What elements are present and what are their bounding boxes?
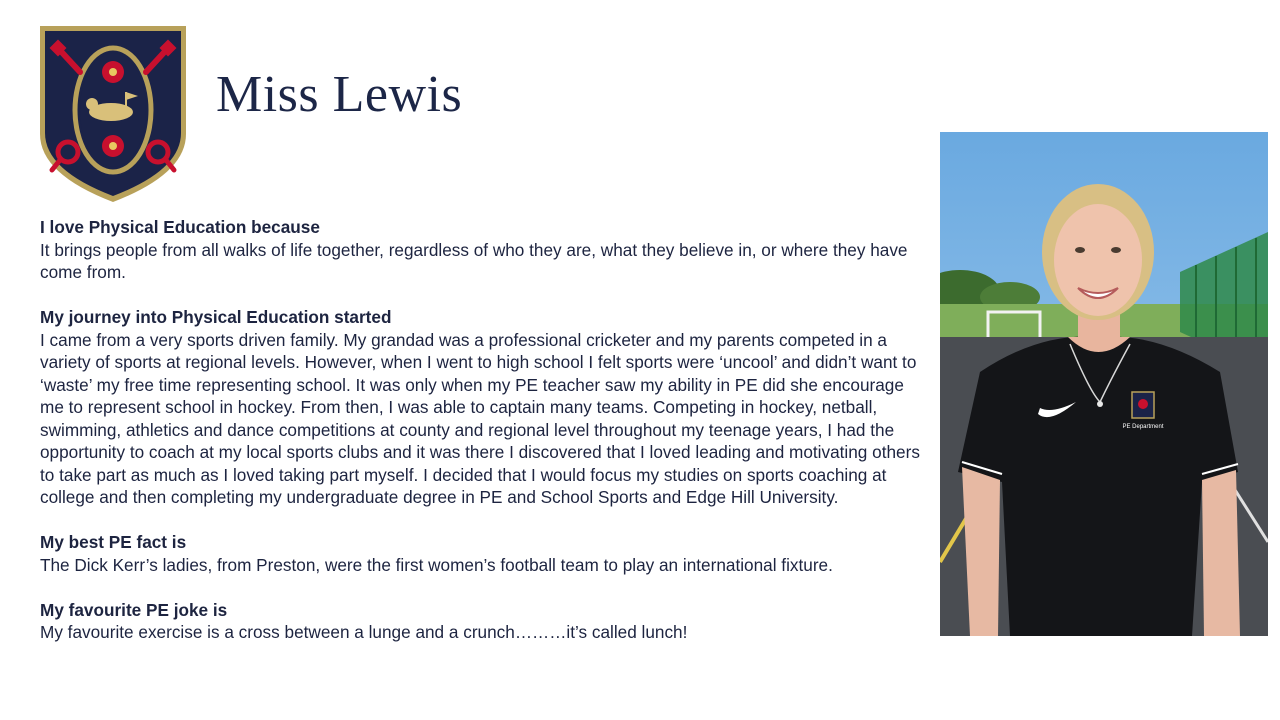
school-crest-logo xyxy=(38,24,188,204)
section-text: My favourite exercise is a cross between a lunge and a crunch………it’s called lunch! xyxy=(40,622,688,642)
section-pe-fact xyxy=(40,531,920,576)
profile-content xyxy=(40,216,920,666)
section-pe-joke xyxy=(40,599,920,644)
section-heading: My journey into Physical Education started xyxy=(40,307,392,327)
section-text: I came from a very sports driven family. My grandad was a professional cricketer and my parents competed in a variety of sports at regional levels. However, when I went to high school I felt sports were ‘uncool’ and didn’t want to ‘waste’ my free time representing school. It was only when my PE teacher saw my ability in PE did she encourage me to represent school in hockey. From then, I was able to captain many teams. Competing in hockey, netball, swimming, athletics and dance competitions at county and regional level throughout my teenage years, I had the opportunity to coach at my local sports clubs and it was there I discovered that I loved leading and motivating others to take part as much as I loved taking part myself. I decided that I would focus my studies on sports coaching at college and then completing my undergraduate degree in PE and School Sports and Edge Hill University. xyxy=(40,329,920,507)
section-heading: My best PE fact is xyxy=(40,532,187,552)
section-why-pe xyxy=(40,216,920,284)
section-text: It brings people from all walks of life together, regardless of who they are, what they believe in, or where they have come from. xyxy=(40,239,908,282)
section-heading: My favourite PE joke is xyxy=(40,599,228,620)
shirt-badge-text: PE Department xyxy=(1122,424,1164,430)
teacher-photo xyxy=(940,132,1268,636)
section-heading: I love Physical Education because xyxy=(40,217,320,237)
page-title: Miss Lewis xyxy=(216,66,463,123)
section-journey xyxy=(40,306,920,509)
section-text: The Dick Kerr’s ladies, from Preston, were the first women’s football team to play an international fixture. xyxy=(40,554,833,575)
